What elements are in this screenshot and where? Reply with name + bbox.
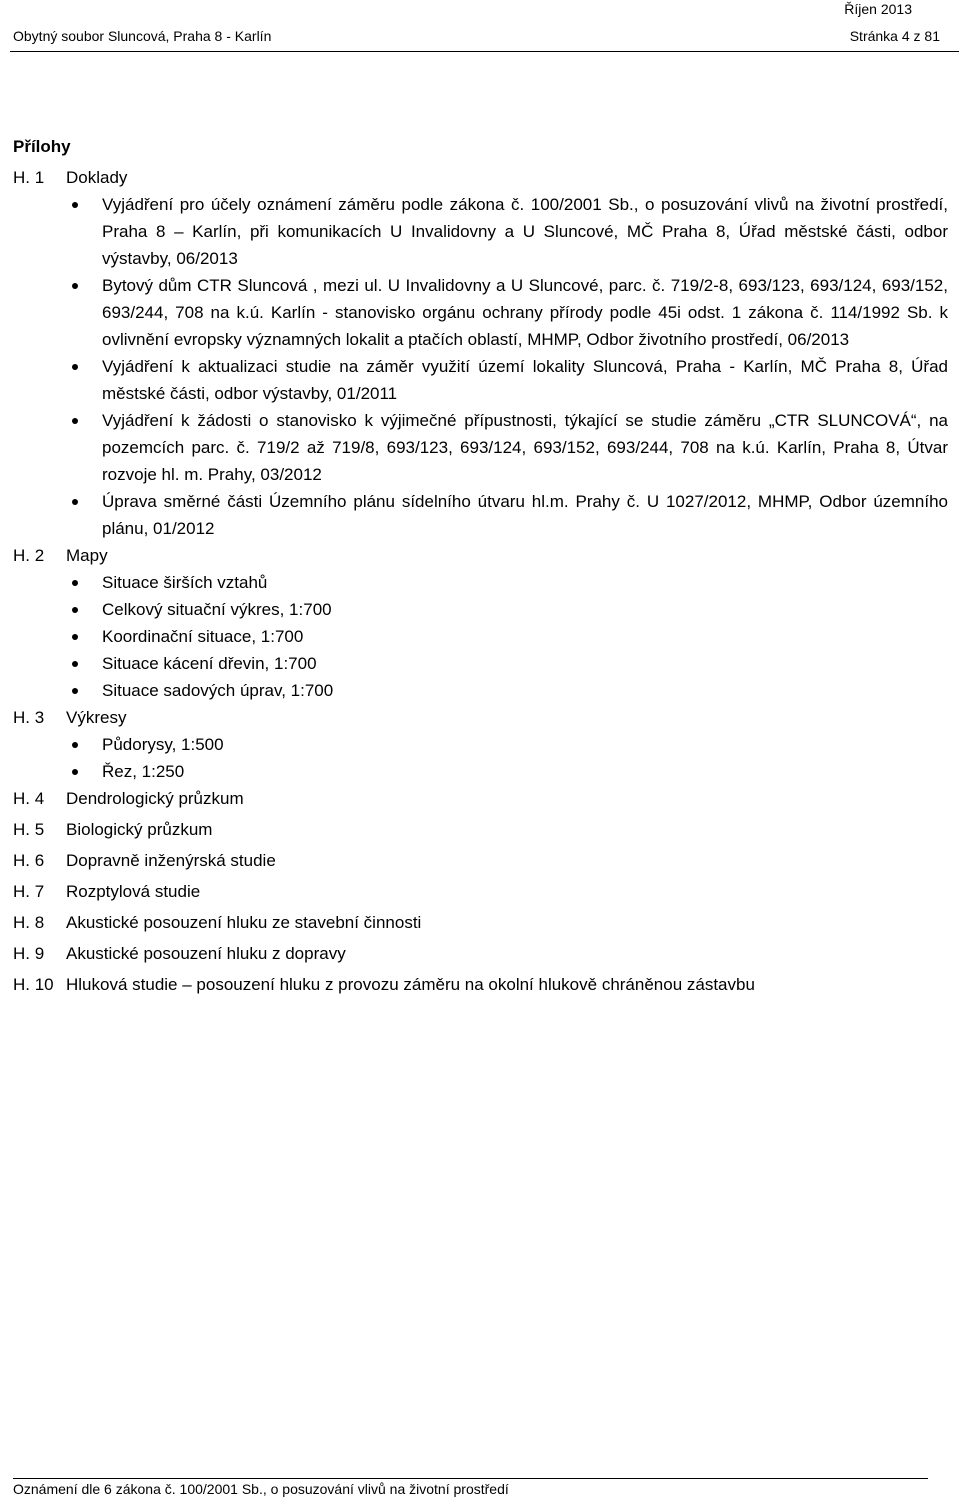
bullet-icon [72, 769, 78, 775]
section-number: H. 9 [13, 944, 45, 963]
list-item [66, 677, 948, 704]
list-item [66, 353, 948, 407]
section-number: H. 2 [13, 546, 45, 565]
bullet-list [66, 731, 948, 785]
section-heading: Výkresy [66, 708, 127, 727]
list-item-text: Koordinační situace, 1:700 [102, 627, 304, 646]
list-item-text: Úprava směrné části Územního plánu sídelního útvaru hl.m. Prahy č. U 1027/2012, MHMP, Odbor územního plánu, 01/2012 [102, 492, 948, 538]
footer-divider [13, 1478, 928, 1479]
header-divider [10, 51, 959, 52]
list-item [66, 623, 948, 650]
appendix-section [13, 878, 948, 905]
list-item [66, 758, 948, 785]
bullet-list [66, 569, 948, 704]
bullet-icon [72, 364, 78, 370]
appendix-section [13, 164, 948, 542]
appendix-section [13, 542, 948, 704]
section-heading: Dendrologický průzkum [66, 789, 244, 808]
appendix-section [13, 940, 948, 967]
list-item [66, 596, 948, 623]
section-number: H. 8 [13, 913, 45, 932]
bullet-icon [72, 661, 78, 667]
appendix-section [13, 847, 948, 874]
list-item-text: Situace širších vztahů [102, 573, 268, 592]
bullet-icon [72, 607, 78, 613]
bullet-icon [72, 283, 78, 289]
bullet-icon [72, 742, 78, 748]
section-heading: Mapy [66, 546, 108, 565]
list-item-text: Bytový dům CTR Sluncová , mezi ul. U Invalidovny a U Sluncové, parc. č. 719/2-8, 693/123, 693/124, 693/152, 693/244, 708 na k.ú. Karlín - stanovisko orgánu ochrany přírody podle 45i odst. 1 zákona č. 114/1992 Sb. k ovlivnění evropsky významných lokalit a ptačích oblastí, MHMP, Odbor životního prostředí, 06/2013 [102, 276, 948, 349]
list-item-text: Situace sadových úprav, 1:700 [102, 681, 334, 700]
list-item-text: Půdorysy, 1:500 [102, 735, 224, 754]
section-number: H. 5 [13, 820, 45, 839]
bullet-icon [72, 634, 78, 640]
bullet-icon [72, 688, 78, 694]
bullet-icon [72, 202, 78, 208]
list-item [66, 731, 948, 758]
section-heading: Doklady [66, 168, 128, 187]
section-heading: Akustické posouzení hluku z dopravy [66, 944, 346, 963]
list-item-text: Vyjádření k žádosti o stanovisko k výjimečné přípustnosti, týkající se studie záměru „CTR SLUNCOVÁ“, na pozemcích parc. č. 719/2 až 719/8, 693/123, 693/124, 693/152, 693/244, 708 na k.ú. Karlín, Praha 8, Útvar rozvoje hl. m. Prahy, 03/2012 [102, 411, 948, 484]
footer-text: Oznámení dle 6 zákona č. 100/2001 Sb., o posuzování vlivů na životní prostředí [13, 1481, 509, 1497]
list-item-text: Řez, 1:250 [102, 762, 185, 781]
section-heading: Akustické posouzení hluku ze stavební činnosti [66, 913, 422, 932]
section-heading: Biologický průzkum [66, 820, 213, 839]
section-number: H. 7 [13, 882, 45, 901]
section-number: H. 6 [13, 851, 45, 870]
section-title: Přílohy [13, 137, 71, 156]
appendix-list [13, 164, 948, 1002]
section-heading: Hluková studie – posouzení hluku z provozu záměru na okolní hlukově chráněnou zástavbu [66, 975, 755, 994]
list-item-text: Vyjádření k aktualizaci studie na záměr využití území lokality Sluncová, Praha - Karlín, MČ Praha 8, Úřad městské části, odbor výstavby, 01/2011 [102, 357, 948, 403]
bullet-icon [72, 580, 78, 586]
appendix-section [13, 785, 948, 812]
list-item [66, 569, 948, 596]
list-item-text: Celkový situační výkres, 1:700 [102, 600, 332, 619]
header-date: Říjen 2013 [844, 1, 912, 17]
list-item [66, 191, 948, 272]
appendix-section [13, 909, 948, 936]
section-number: H. 1 [13, 168, 45, 187]
section-number: H. 10 [13, 975, 54, 994]
list-item [66, 488, 948, 542]
list-item-text: Vyjádření pro účely oznámení záměru podle zákona č. 100/2001 Sb., o posuzování vlivů na životní prostředí, Praha 8 – Karlín, při komunikacích U Invalidovny a U Sluncové, MČ Praha 8, Úřad městské části, odbor výstavby, 06/2013 [102, 195, 948, 268]
list-item-text: Situace kácení dřevin, 1:700 [102, 654, 317, 673]
list-item [66, 272, 948, 353]
bullet-icon [72, 418, 78, 424]
bullet-list [66, 191, 948, 542]
page-number: Stránka 4 z 81 [849, 28, 940, 44]
document-title: Obytný soubor Sluncová, Praha 8 - Karlín [13, 28, 272, 44]
appendix-section [13, 816, 948, 843]
appendix-section [13, 971, 948, 998]
section-number: H. 3 [13, 708, 45, 727]
section-heading: Dopravně inženýrská studie [66, 851, 276, 870]
list-item [66, 407, 948, 488]
list-item [66, 650, 948, 677]
section-heading: Rozptylová studie [66, 882, 201, 901]
section-number: H. 4 [13, 789, 45, 808]
appendix-section [13, 704, 948, 785]
bullet-icon [72, 499, 78, 505]
